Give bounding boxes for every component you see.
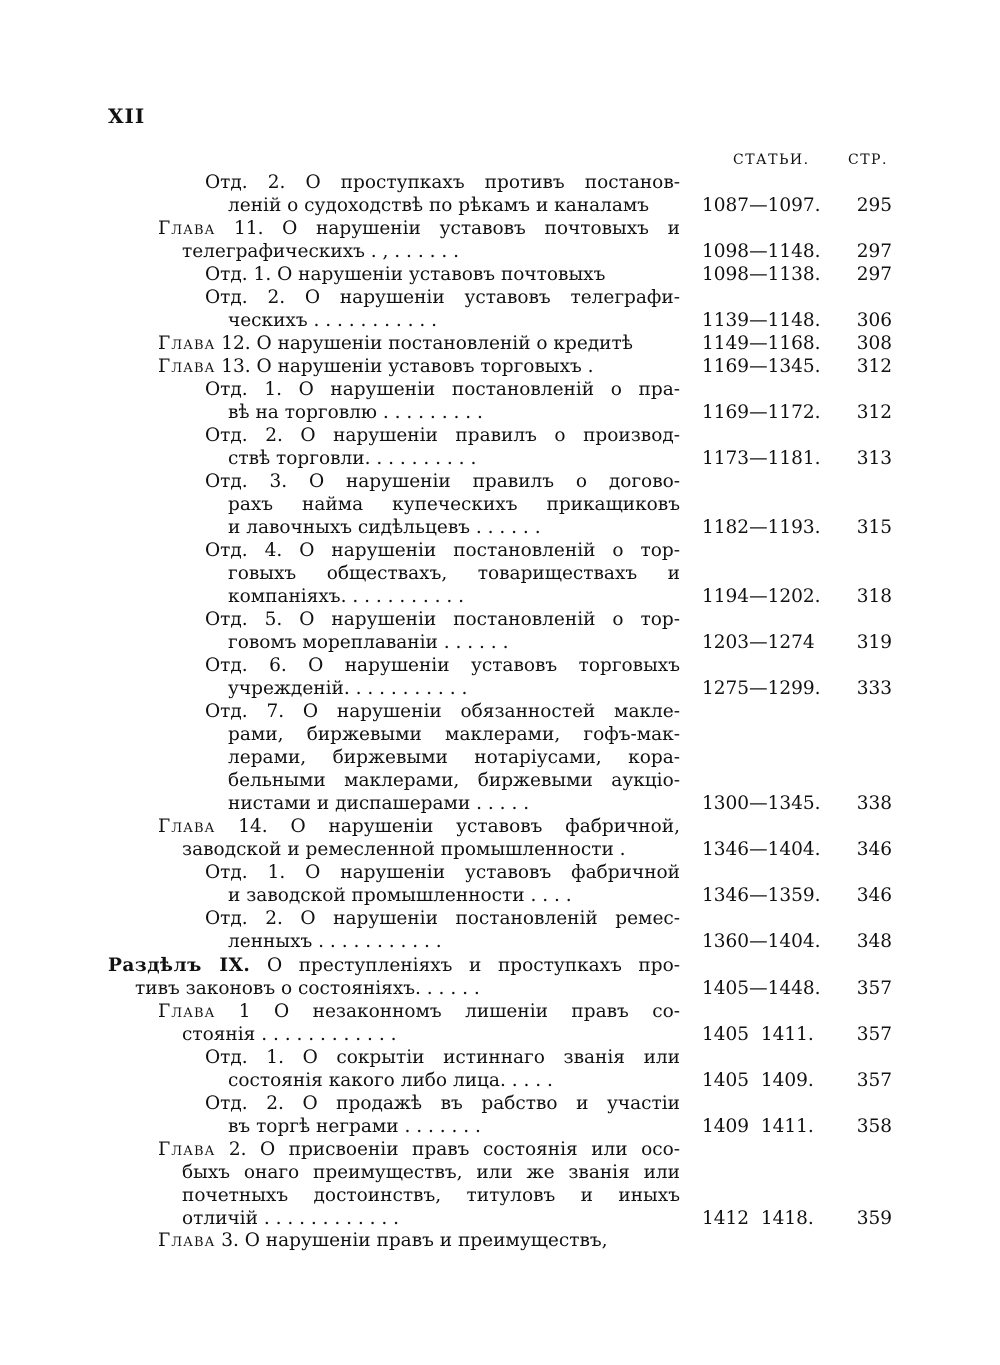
toc-line: Отд. 2. О нарушеніи правилъ о производ- [205, 425, 680, 446]
article-range: 1412 1418. [702, 1208, 814, 1229]
article-range: 1169—1345. [702, 356, 821, 377]
article-range: 1098—1148. [702, 241, 821, 262]
toc-line: тивъ законовъ о состояніяхъ. . . . . . [135, 978, 480, 999]
article-range: 1300—1345. [702, 793, 821, 814]
toc-line: и лавочныхъ сидѣльцевъ . . . . . . [228, 517, 541, 538]
toc-line: ческихъ . . . . . . . . . . . [228, 310, 438, 331]
toc-line: телеграфическихъ . , . . . . . . [182, 241, 459, 262]
toc-line: Отд. 5. О нарушеніи постановленій о тор- [205, 609, 680, 630]
toc-line: Глава 2. О присвоеніи правъ состоянія или осо- [158, 1139, 680, 1160]
article-range: 1405 1411. [702, 1024, 814, 1045]
page-ref: 308 [856, 333, 892, 354]
toc-line: Глава 13. О нарушеніи уставовъ торговыхъ . [158, 356, 594, 377]
toc-line: Отд. 2. О проступкахъ противъ постанов- [205, 172, 680, 193]
toc-line: Отд. 2. О продажѣ въ рабство и участіи [205, 1093, 680, 1114]
article-range: 1173—1181. [702, 448, 821, 469]
toc-line: леній о судоходствѣ по рѣкамъ и каналамъ [228, 195, 650, 216]
toc-line: рами, биржевыми маклерами, гофъ-мак- [228, 724, 680, 745]
page-ref: 295 [856, 195, 892, 216]
toc-line: Глава 14. О нарушеніи уставовъ фабричной, [158, 816, 680, 837]
toc-line: Отд. 3. О нарушеніи правилъ о догово- [205, 471, 680, 492]
toc-line: лерами, биржевыми нотаріусами, кора- [228, 747, 680, 768]
toc-line: нистами и диспашерами . . . . . [228, 793, 530, 814]
toc-line: бельными маклерами, биржевыми аукціо- [228, 770, 680, 791]
page-ref: 338 [856, 793, 892, 814]
article-range: 1169—1172. [702, 402, 821, 423]
article-range: 1409 1411. [702, 1116, 814, 1137]
article-range: 1203—1274 [702, 632, 815, 653]
page-ref: 297 [856, 264, 892, 285]
page-ref: 357 [856, 1024, 892, 1045]
page-ref: 312 [856, 402, 892, 423]
article-range: 1360—1404. [702, 931, 821, 952]
toc-line: Отд. 1. О нарушеніи уставовъ почтовыхъ [205, 264, 606, 285]
toc-line: Отд. 2. О нарушеніи постановленій ремес- [205, 908, 680, 929]
article-range: 1194—1202. [702, 586, 821, 607]
toc-line: быхъ онаго преимуществъ, или же званія или [182, 1162, 680, 1183]
toc-line: рахъ найма купеческихъ прикащиковъ [228, 494, 680, 515]
toc-line: Отд. 2. О нарушеніи уставовъ телеграфи- [205, 287, 680, 308]
toc-line: Глава 1 О незаконномъ лишеніи правъ со- [158, 1001, 680, 1022]
toc-line: Глава 11. О нарушеніи уставовъ почтовыхъ и [158, 218, 680, 239]
article-range: 1149—1168. [702, 333, 821, 354]
toc-line: компаніяхъ. . . . . . . . . . . [228, 586, 465, 607]
article-range: 1346—1404. [702, 839, 821, 860]
toc-line: Глава 3. О нарушеніи правъ и преимуществъ, [158, 1230, 608, 1251]
toc-line: и заводской промышленности . . . . [228, 885, 572, 906]
article-range: 1405 1409. [702, 1070, 814, 1091]
article-range: 1182—1193. [702, 517, 821, 538]
page-ref: 357 [856, 978, 892, 999]
page-ref: 359 [856, 1208, 892, 1229]
toc-line: отличій . . . . . . . . . . . . [182, 1208, 400, 1229]
page-ref: 306 [856, 310, 892, 331]
column-header-articles: СТАТЬИ. [733, 152, 810, 168]
toc-line: говыхъ обществахъ, товариществахъ и [228, 563, 680, 584]
page-ref: 346 [856, 839, 892, 860]
article-range: 1139—1148. [702, 310, 821, 331]
page-ref: 357 [856, 1070, 892, 1091]
page-ref: 313 [856, 448, 892, 469]
page-number: XII [108, 104, 146, 128]
toc-line: Отд. 1. О сокрытіи истиннаго званія или [205, 1047, 680, 1068]
page-ref: 358 [856, 1116, 892, 1137]
page-ref: 318 [856, 586, 892, 607]
toc-line: говомъ мореплаваніи . . . . . . [228, 632, 509, 653]
toc-line: Отд. 7. О нарушеніи обязанностей макле- [205, 701, 680, 722]
article-range: 1087—1097. [702, 195, 821, 216]
page-ref: 346 [856, 885, 892, 906]
page-ref: 315 [856, 517, 892, 538]
toc-line: ленныхъ . . . . . . . . . . . [228, 931, 442, 952]
toc-line: Отд. 1. О нарушеніи уставовъ фабричной [205, 862, 680, 883]
page-ref: 333 [856, 678, 892, 699]
article-range: 1275—1299. [702, 678, 821, 699]
toc-line: вѣ на торговлю . . . . . . . . . [228, 402, 483, 423]
toc-line: заводской и ремесленной промышленности . [182, 839, 626, 860]
page-ref: 319 [856, 632, 892, 653]
article-range: 1405—1448. [702, 978, 821, 999]
page-ref: 312 [856, 356, 892, 377]
page-ref: 348 [856, 931, 892, 952]
page-ref: 297 [856, 241, 892, 262]
toc-line: учрежденій. . . . . . . . . . . [228, 678, 468, 699]
article-range: 1346—1359. [702, 885, 821, 906]
toc-line: Отд. 6. О нарушеніи уставовъ торговыхъ [205, 655, 680, 676]
toc-line: ствѣ торговли. . . . . . . . . . [228, 448, 477, 469]
toc-line: Отд. 1. О нарушеніи постановленій о пра- [205, 379, 680, 400]
toc-line: почетныхъ достоинствъ, титуловъ и иныхъ [182, 1185, 680, 1206]
toc-line: состоянія какого либо лица. . . . . [228, 1070, 553, 1091]
toc-line: Отд. 4. О нарушеніи постановленій о тор- [205, 540, 680, 561]
toc-line: въ торгѣ неграми . . . . . . . [228, 1116, 481, 1137]
toc-line: стоянія . . . . . . . . . . . . [182, 1024, 397, 1045]
article-range: 1098—1138. [702, 264, 821, 285]
toc-line: Глава 12. О нарушеніи постановленій о кредитѣ [158, 333, 633, 354]
toc-line: Раздѣлъ IX. О преступленіяхъ и проступкахъ про- [108, 955, 680, 976]
column-header-pages: СТР. [848, 152, 888, 168]
